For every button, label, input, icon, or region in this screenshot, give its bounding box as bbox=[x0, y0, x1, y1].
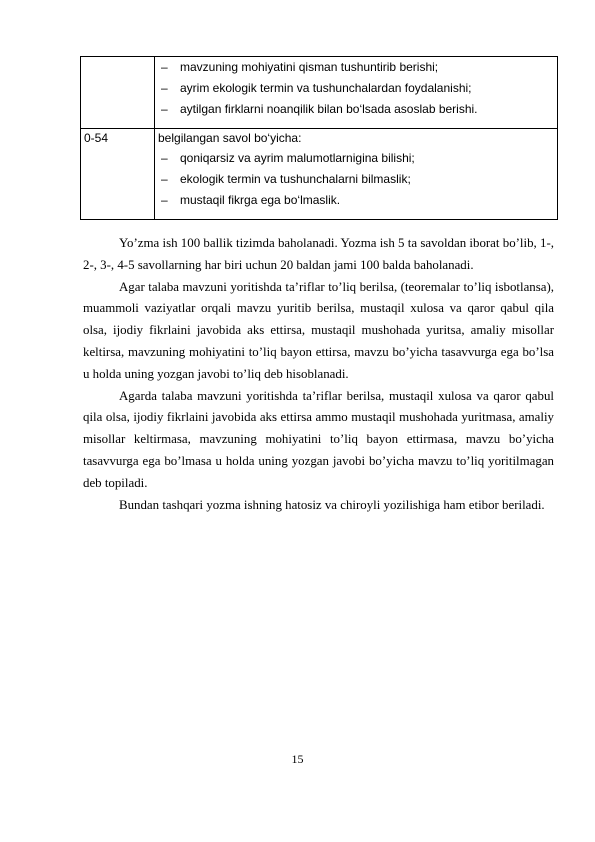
table-row bbox=[81, 57, 558, 129]
criteria-cell bbox=[155, 129, 558, 220]
criteria-cell bbox=[155, 57, 558, 129]
criteria-list bbox=[158, 150, 553, 213]
score-cell: 0-54 bbox=[81, 129, 155, 220]
list-item: – aytilgan firklarni noanqilik bilan bo‘lsada asoslab berishi. bbox=[158, 101, 553, 122]
list-item: – mavzuning mohiyatini qisman tushuntirib berishi; bbox=[158, 59, 553, 80]
paragraph: Bundan tashqari yozma ishning hatosiz va chiroyli yozilishiga ham etibor beriladi. bbox=[119, 497, 545, 512]
list-item: – ayrim ekologik termin va tushunchalardan foydalanishi; bbox=[158, 80, 553, 101]
criteria-list bbox=[158, 59, 553, 122]
paragraph: Yo’zma ish 100 ballik tizimda baholanadi. Yozma ish 5 ta savoldan iborat bo’lib, 1-, 2-, 3-, 4-5 savollarning har biri uchun 20 baldan jami 100 balda baholanadi. bbox=[83, 236, 554, 272]
list-item: – ekologik termin va tushunchalarni bilmaslik; bbox=[158, 171, 553, 192]
score-cell bbox=[81, 57, 155, 129]
body-text bbox=[83, 233, 554, 516]
list-item: – mustaqil fikrga ega bo‘lmaslik. bbox=[158, 192, 553, 213]
list-item: – qoniqarsiz va ayrim malumotlarnigina bilishi; bbox=[158, 150, 553, 171]
table-row bbox=[81, 129, 558, 220]
criteria-heading: belgilangan savol bo‘yicha: bbox=[158, 131, 302, 145]
page-number: 15 bbox=[291, 752, 304, 766]
paragraph: Agar talaba mavzuni yoritishda ta’riflar to’liq berilsa, (teoremalar to’liq isbotlansa), muammoli vaziyatlar orqali mavzu yuritib berilsa, mustaqil xulosa va qaror qabul qila olsa, ijodiy fikrlaini javobida aks ettirsa, mustaqil mushohada yuritsa, amaliy misollar keltirsa, mavzuning mohiyatini to’liq bayon ettirsa, mavzu bo’yicha tasavvurga ega bo’lsa u holda uning yozgan javobi to’liq deb hisoblanadi. bbox=[83, 279, 554, 381]
paragraph: Agarda talaba mavzuni yoritishda ta’riflar berilsa, mustaqil xulosa va qaror qabul qila olsa, ijodiy fikrlaini javobida aks ettirsa ammo mustaqil mushohada yuritmasa, amaliy misollar keltirmasa, mavzuning mohiyatini to’liq bayon ettirmasa, mavzu bo’yicha tasavvurga ega bo’lmasa u holda uning yozgan javobi bo’yicha mavzu to’liq yoritilmagan deb topiladi. bbox=[83, 388, 554, 490]
grading-criteria-table bbox=[80, 56, 558, 220]
